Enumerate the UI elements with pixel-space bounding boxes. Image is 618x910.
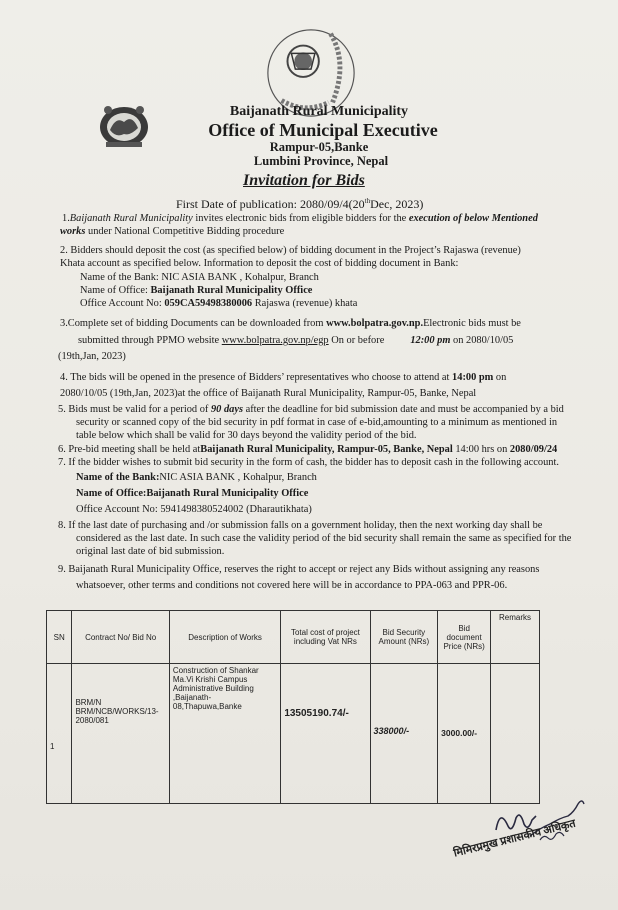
para-2-account: Office Account No: 059CA59498380006 Rajaswa (revenue) khata: [80, 298, 358, 309]
cell-contract-no: BRM/N BRM/NCB/WORKS/13-2080/081: [72, 664, 169, 804]
header-sn: SN: [47, 611, 72, 664]
para-4-line-2: 2080/10/05 (19th,Jan, 2023)at the office of Baijanath Rural Municipality, Rampur-05, Banke, Nepal: [60, 388, 477, 399]
office-address: Rampur-05,Banke: [269, 140, 369, 154]
header-remarks: Remarks: [491, 611, 540, 664]
header-bid-security: Bid Security Amount (NRs): [370, 611, 438, 664]
para-9-line-1: 9. Baijanath Rural Municipality Office, reserves the right to accept or reject any Bids without assigning any reasons: [58, 564, 540, 575]
para-7-account: Office Account No: 5941498380524002 (Dharautikhata): [76, 504, 312, 515]
para-5-line-2: security or scanned copy of the bid security in pdf format in case of e-bid,amounting to a minimum as mentioned in: [76, 417, 558, 428]
para-9-line-2: whatsoever, other terms and conditions not covered here will be in accordance to PPA-063 and PPR-06.: [76, 580, 508, 591]
cell-total-cost: 13505190.74/-: [281, 664, 370, 804]
para-2-office: Name of Office: Baijanath Rural Municipality Office: [80, 285, 313, 296]
bid-table: [46, 610, 540, 804]
page-title: Invitation for Bids: [243, 172, 365, 189]
para-6: 6. Pre-bid meeting shall be held atBaijanath Rural Municipality, Rampur-05, Banke, Nepal 14:00 hrs on 2080/09/24: [58, 444, 558, 455]
para-7-office: Name of Office:Baijanath Rural Municipality Office: [76, 488, 309, 499]
cell-sn: 1: [47, 664, 72, 804]
para-3-line-2: submitted through PPMO website www.bolpatra.gov.np/egp On or before 12:00 pm on 2080/10/05: [78, 335, 514, 346]
publication-date: First Date of publication: 2080/09/4(20thDec, 2023): [176, 197, 424, 211]
para-2-bank: Name of the Bank: NIC ASIA BANK , Kohalpur, Branch: [80, 272, 319, 283]
cell-remarks: [491, 664, 540, 804]
para-5-line-3: table below which shall be valid for 30 days beyond the validity period of the bid.: [76, 430, 417, 441]
para-8-line-3: original last date of bid submission.: [76, 546, 225, 557]
header-total-cost: Total cost of project including Vat NRs: [281, 611, 370, 664]
cell-bid-security: 338000/-: [370, 664, 438, 804]
para-8-line-2: considered as the last date. In such case the validity period of the bid security shall remain the same as specified for the: [76, 533, 572, 544]
para-3-line-1: 3.Complete set of bidding Documents can be downloaded from www.bolpatra.gov.np.Electronic bids must be: [60, 318, 521, 329]
header-doc-price: Bid document Price (NRs): [438, 611, 491, 664]
official-stamp: मिमिरप्रमुख प्रशासकीय अधिकृत: [452, 817, 577, 860]
para-5-line-1: 5. Bids must be valid for a period of 90 days after the deadline for bid submission date and must be accompanied by a bid: [58, 404, 564, 415]
header-description: Description of Works: [169, 611, 280, 664]
para-1-line-1: 1.Baijanath Rural Municipality invites electronic bids from eligible bidders for the execution of below Mentioned: [62, 213, 538, 224]
para-3-line-3: (19th,Jan, 2023): [58, 351, 126, 362]
para-1-line-2: works under National Competitive Bidding procedure: [60, 226, 285, 237]
para-2-line-1: 2. Bidders should deposit the cost (as specified below) of bidding document in the Project’s Rajaswa (revenue): [60, 245, 521, 256]
para-2-line-2: Khata account as specified below. Information to deposit the cost of bidding document in Bank:: [60, 258, 459, 269]
table-row: [47, 664, 540, 804]
cell-doc-price: 3000.00/-: [438, 664, 491, 804]
office-province: Lumbini Province, Nepal: [253, 154, 389, 168]
header-contract-no: Contract No/ Bid No: [72, 611, 169, 664]
municipality-name: Baijanath Rural Municipality: [229, 104, 409, 119]
para-7-bank: Name of the Bank:NIC ASIA BANK , Kohalpur, Branch: [76, 472, 317, 483]
bid-table-header-row: [47, 611, 540, 664]
office-name: Office of Municipal Executive: [208, 120, 438, 140]
para-7-line-1: 7. If the bidder wishes to submit bid security in the form of cash, the bidder has to deposit cash in the following account.: [58, 457, 559, 468]
para-8-line-1: 8. If the last date of purchasing and /or submission falls on a government holiday, then the next working day shall be: [58, 520, 543, 531]
cell-description: Construction of Shankar Ma.Vi Krishi Campus Administrative Building ,Baijanath-08,Thapuwa,Banke: [169, 664, 280, 804]
para-4-line-1: 4. The bids will be opened in the presence of Bidders’ representatives who choose to attend at 14:00 pm on: [60, 372, 507, 383]
